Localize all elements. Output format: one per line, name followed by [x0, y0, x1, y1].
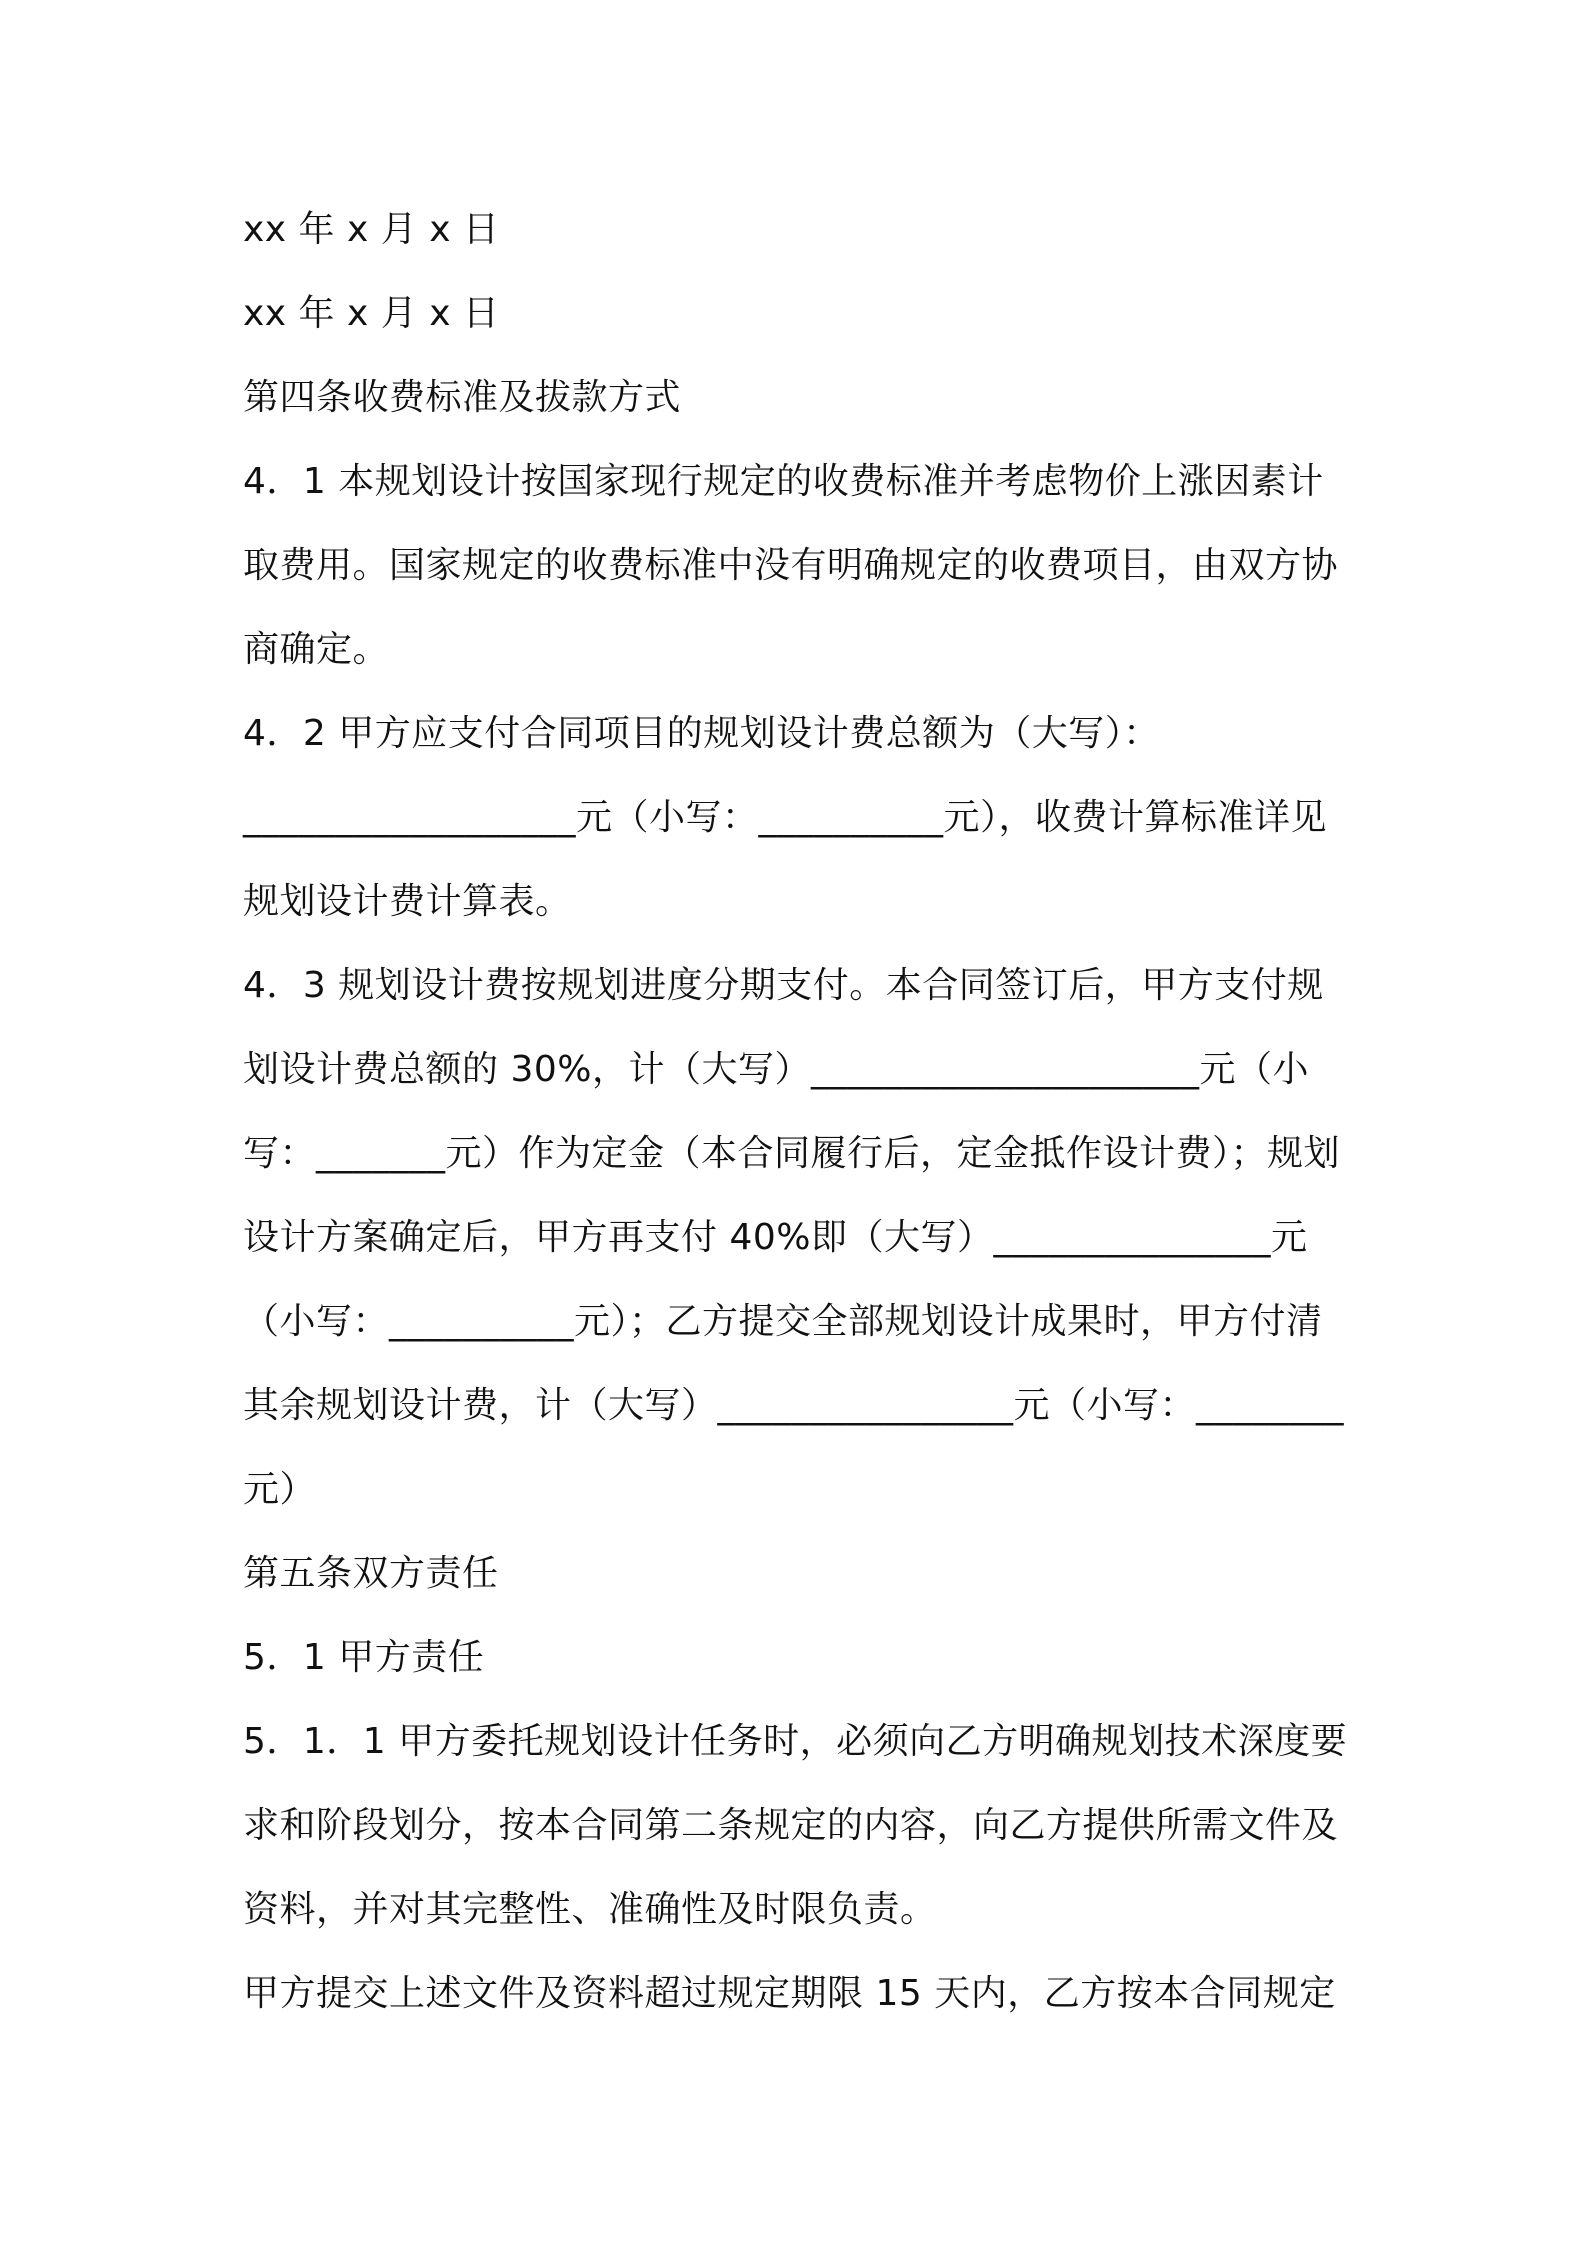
paragraph-line: 设计方案确定后，甲方再支付 40%即（大写）_______________元 — [243, 1217, 1308, 1258]
date-line: xx 年 x 月 x 日 — [243, 293, 500, 334]
paragraph-line: 取费用。国家规定的收费标准中没有明确规定的收费项目，由双方协 — [243, 545, 1339, 586]
article-heading: 第四条收费标准及拔款方式 — [243, 377, 682, 418]
paragraph-line: 规划设计费计算表。 — [243, 881, 572, 922]
date-line: xx 年 x 月 x 日 — [243, 209, 500, 250]
paragraph-line: 写：_______元）作为定金（本合同履行后，定金抵作设计费）；规划 — [243, 1133, 1341, 1174]
article-heading: 第五条双方责任 — [243, 1553, 499, 1594]
paragraph-line: 其余规划设计费，计（大写）________________元（小写：________ — [243, 1385, 1345, 1426]
paragraph-line: 4．3 规划设计费按规划进度分期支付。本合同签订后，甲方支付规 — [243, 965, 1324, 1006]
section-heading: 5．1 甲方责任 — [243, 1637, 485, 1678]
paragraph-line: 4．1 本规划设计按国家现行规定的收费标准并考虑物价上涨因素计 — [243, 461, 1324, 502]
paragraph-line: 4．2 甲方应支付合同项目的规划设计费总额为（大写）： — [243, 713, 1160, 754]
paragraph-line: 资料，并对其完整性、准确性及时限负责。 — [243, 1889, 937, 1930]
paragraph-line: 元） — [243, 1469, 317, 1510]
paragraph-line: 甲方提交上述文件及资料超过规定期限 15 天内，乙方按本合同规定 — [243, 1973, 1336, 2014]
paragraph-line: 5．1．1 甲方委托规划设计任务时，必须向乙方明确规划技术深度要 — [243, 1721, 1348, 1762]
paragraph-line: （小写：__________元）；乙方提交全部规划设计成果时，甲方付清 — [243, 1301, 1323, 1342]
paragraph-line: 商确定。 — [243, 629, 390, 670]
paragraph-line: __________________元（小写：__________元），收费计算标准详见 — [243, 797, 1328, 838]
paragraph-line: 划设计费总额的 30%，计（大写）_____________________元（小 — [243, 1049, 1309, 1090]
paragraph-line: 求和阶段划分，按本合同第二条规定的内容，向乙方提供所需文件及 — [243, 1805, 1339, 1846]
